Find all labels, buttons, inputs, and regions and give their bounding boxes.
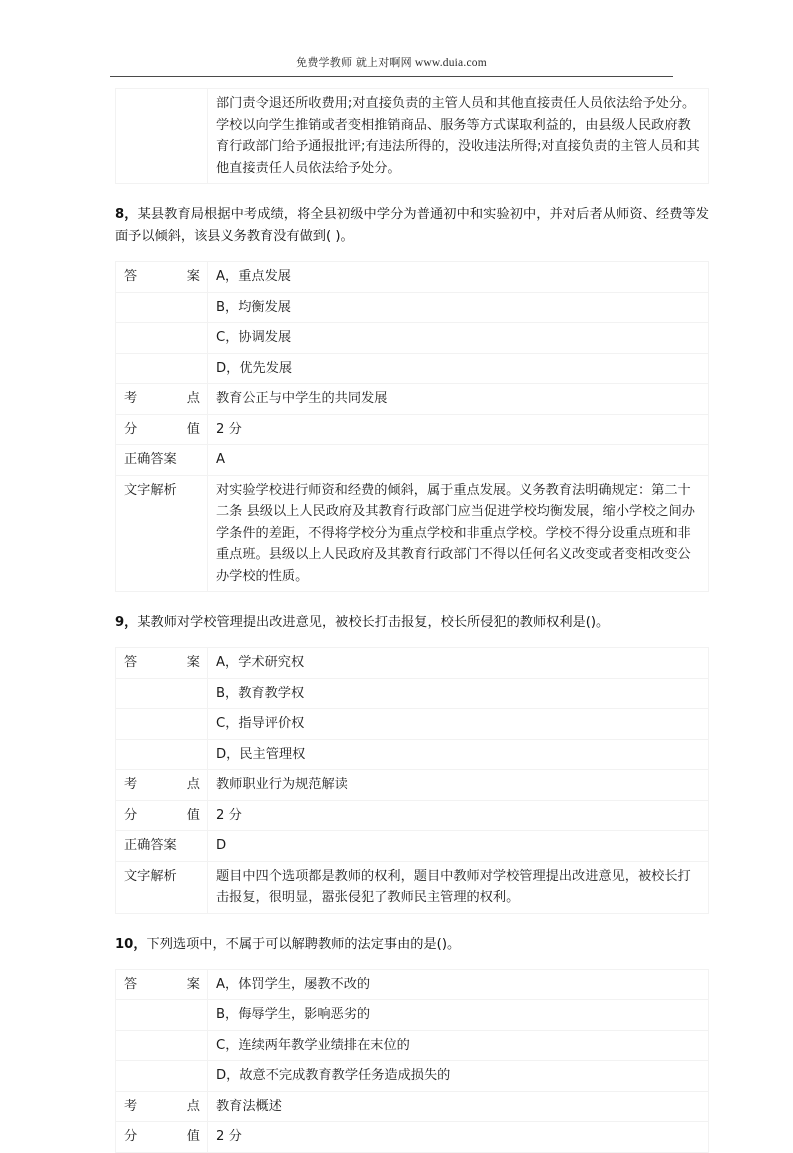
point-label-text: 考点 — [124, 391, 200, 406]
point-value: 教育法概述 — [208, 1091, 709, 1122]
spacer — [115, 914, 709, 934]
score-value: 2 分 — [208, 414, 709, 445]
empty-label — [116, 1000, 208, 1031]
option-b[interactable]: B，均衡发展 — [208, 292, 709, 323]
score-value: 2 分 — [208, 800, 709, 831]
document-content — [115, 88, 709, 1153]
table-row — [116, 1000, 709, 1031]
table-row — [116, 739, 709, 770]
spacer — [115, 956, 709, 969]
spacer — [115, 634, 709, 647]
empty-label — [116, 1030, 208, 1061]
question-table — [115, 647, 709, 914]
point-value: 教师职业行为规范解读 — [208, 770, 709, 801]
score-label-text: 分值 — [124, 421, 200, 437]
header-divider — [110, 76, 673, 77]
table-row — [116, 1091, 709, 1122]
empty-label — [116, 323, 208, 354]
continued-paragraph-table — [115, 88, 709, 184]
point-label-text: 考点 — [124, 777, 200, 792]
question-stem: 某县教育局根据中考成绩，将全县初级中学分为普通初中和实验初中，并对后者从师资、经费等发面予以倾斜，该县义务教育没有做到( )。 — [115, 207, 709, 244]
page-header — [110, 54, 673, 70]
answer-label-text: 答案 — [124, 269, 200, 284]
spacer — [115, 184, 709, 204]
table-row — [116, 709, 709, 740]
analysis-label: 文字解析 — [116, 861, 208, 913]
spacer — [115, 592, 709, 612]
table-row — [116, 292, 709, 323]
option-a[interactable]: A，重点发展 — [208, 262, 709, 293]
question-stem: 某教师对学校管理提出改进意见，被校长打击报复，校长所侵犯的教师权利是()。 — [137, 615, 610, 630]
table-row — [116, 414, 709, 445]
empty-label — [116, 1061, 208, 1092]
point-label — [116, 384, 208, 415]
question-table — [115, 261, 709, 592]
table-row — [116, 678, 709, 709]
score-value: 2 分 — [208, 1122, 709, 1153]
table-row — [116, 445, 709, 476]
table-row — [116, 1061, 709, 1092]
continued-label-cell — [116, 89, 208, 184]
table-row — [116, 969, 709, 1000]
question-number: 10， — [115, 936, 147, 952]
correct-answer-label: 正确答案 — [116, 445, 208, 476]
continued-paragraph-cell: 部门责令退还所收费用;对直接负责的主管人员和其他直接责任人员依法给予处分。学校以向学生推销或者变相推销商品、服务等方式谋取利益的，由县级人民政府教育行政部门给予通报批评;有违法所得的，没收违法所得;对直接负责的主管人员和其他直接责任人员依法给予处分。 — [208, 89, 709, 184]
spacer — [115, 248, 709, 261]
table-row — [116, 861, 709, 913]
table-row — [116, 1030, 709, 1061]
option-c[interactable]: C，协调发展 — [208, 323, 709, 354]
question-number: 8， — [115, 207, 138, 222]
question-heading — [115, 612, 709, 634]
score-label-text: 分值 — [124, 1129, 200, 1144]
option-d[interactable]: D，故意不完成教育教学任务造成损失的 — [208, 1061, 709, 1092]
table-row — [116, 800, 709, 831]
score-label — [116, 414, 208, 445]
option-c[interactable]: C，指导评价权 — [208, 709, 709, 740]
table-row — [116, 89, 709, 184]
score-label-text: 分值 — [124, 807, 200, 823]
question-number: 9， — [115, 615, 138, 630]
correct-answer-label: 正确答案 — [116, 831, 208, 862]
table-row — [116, 648, 709, 679]
answer-label — [116, 969, 208, 1000]
empty-label — [116, 739, 208, 770]
correct-answer-value: A — [208, 445, 709, 476]
question-table — [115, 969, 709, 1153]
correct-answer-value: D — [208, 831, 709, 862]
empty-label — [116, 353, 208, 384]
score-label — [116, 1122, 208, 1153]
header-url: www.duia.com — [414, 57, 487, 69]
answer-label — [116, 262, 208, 293]
point-label — [116, 770, 208, 801]
table-row — [116, 1122, 709, 1153]
option-a[interactable]: A，学术研究权 — [208, 648, 709, 679]
question-heading — [115, 204, 709, 248]
header-site-text: 免费学教师 就上对啊网 — [296, 56, 412, 69]
table-row — [116, 262, 709, 293]
point-label-text: 考点 — [124, 1098, 200, 1114]
point-value: 教育公正与中学生的共同发展 — [208, 384, 709, 415]
table-row — [116, 384, 709, 415]
option-d[interactable]: D，优先发展 — [208, 353, 709, 384]
answer-label-text: 答案 — [124, 655, 200, 670]
analysis-label: 文字解析 — [116, 475, 208, 592]
question-stem: 下列选项中，不属于可以解聘教师的法定事由的是()。 — [146, 936, 461, 952]
table-row — [116, 475, 709, 592]
option-b[interactable]: B，教育教学权 — [208, 678, 709, 709]
empty-label — [116, 292, 208, 323]
option-a[interactable]: A，体罚学生，屡教不改的 — [208, 969, 709, 1000]
table-row — [116, 353, 709, 384]
point-label — [116, 1091, 208, 1122]
analysis-value: 题目中四个选项都是教师的权利，题目中教师对学校管理提出改进意见，被校长打击报复，很明显，嚣张侵犯了教师民主管理的权利。 — [208, 861, 709, 913]
table-row — [116, 831, 709, 862]
empty-label — [116, 709, 208, 740]
answer-label — [116, 648, 208, 679]
score-label — [116, 800, 208, 831]
question-heading — [115, 934, 709, 956]
option-d[interactable]: D，民主管理权 — [208, 739, 709, 770]
option-b[interactable]: B，侮辱学生，影响恶劣的 — [208, 1000, 709, 1031]
option-c[interactable]: C，连续两年教学业绩排在末位的 — [208, 1030, 709, 1061]
answer-label-text: 答案 — [124, 976, 200, 992]
table-row — [116, 323, 709, 354]
table-row — [116, 770, 709, 801]
empty-label — [116, 678, 208, 709]
analysis-value: 对实验学校进行师资和经费的倾斜，属于重点发展。义务教育法明确规定：第二十二条 县级以上人民政府及其教育行政部门应当促进学校均衡发展，缩小学校之间办学条件的差距，不得将学校分为重点学校和非重点学校。学校不得分设重点班和非重点班。县级以上人民政府及其教育行政部门不得以任何名义改变或者变相改变公办学校的性质。 — [208, 475, 709, 592]
